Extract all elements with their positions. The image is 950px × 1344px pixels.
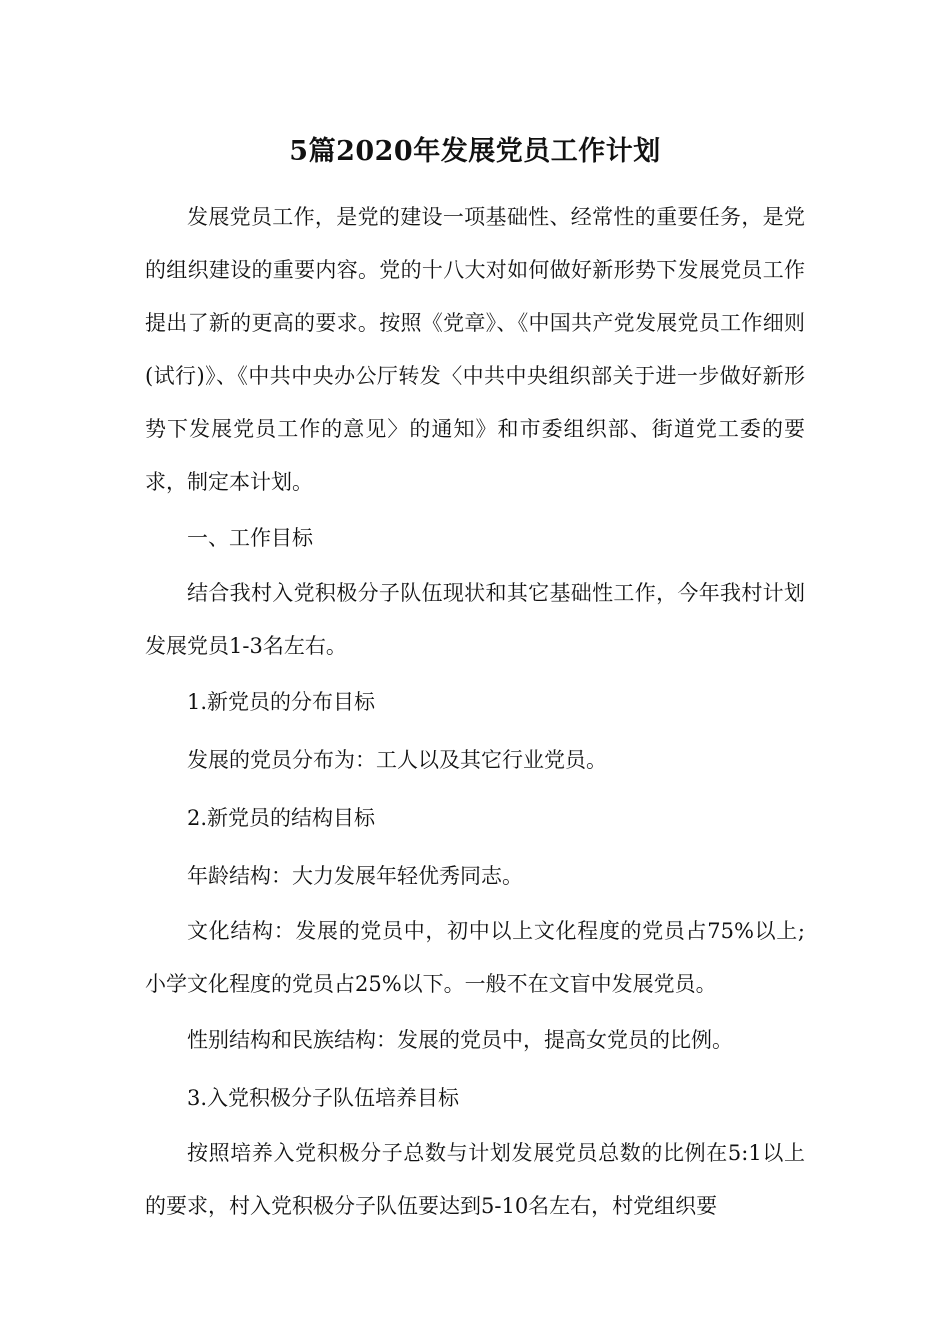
subheading-structure: 2.新党员的结构目标	[187, 806, 376, 830]
subheading-distribution: 1.新党员的分布目标	[187, 690, 376, 714]
paragraph-gender-structure: 性别结构和民族结构：发展的党员中，提高女党员的比例。	[187, 1028, 733, 1052]
paragraph-education-structure: 文化结构：发展的党员中，初中以上文化程度的党员占75%以上;小学文化程度的党员占25%以下。一般不在文盲中发展党员。	[145, 919, 805, 996]
paragraph-plan: 结合我村入党积极分子队伍现状和其它基础性工作，今年我村计划发展党员1-3名左右。	[145, 581, 805, 658]
paragraph-distribution: 发展的党员分布为：工人以及其它行业党员。	[187, 748, 607, 772]
subheading-activists: 3.入党积极分子队伍培养目标	[187, 1086, 460, 1110]
paragraph-activists: 按照培养入党积极分子总数与计划发展党员总数的比例在5:1以上的要求，村入党积极分子队伍要达到5-10名左右，村党组织要	[145, 1141, 805, 1218]
section-heading-goals: 一、工作目标	[187, 526, 313, 550]
document-title: 5篇2020年发展党员工作计划	[289, 136, 661, 167]
paragraph-intro: 发展党员工作，是党的建设一项基础性、经常性的重要任务，是党的组织建设的重要内容。党的十八大对如何做好新形势下发展党员工作提出了新的更高的要求。按照《党章》、《中国共产党发展党员工作细则(试行)》、《中共中央办公厅转发〈中共中央组织部关于进一步做好新形势下发展党员工作的意见〉的通知》和市委组织部、街道党工委的要求，制定本计划。	[145, 205, 805, 494]
paragraph-age-structure: 年龄结构：大力发展年轻优秀同志。	[187, 864, 523, 888]
document-body	[145, 191, 805, 1233]
